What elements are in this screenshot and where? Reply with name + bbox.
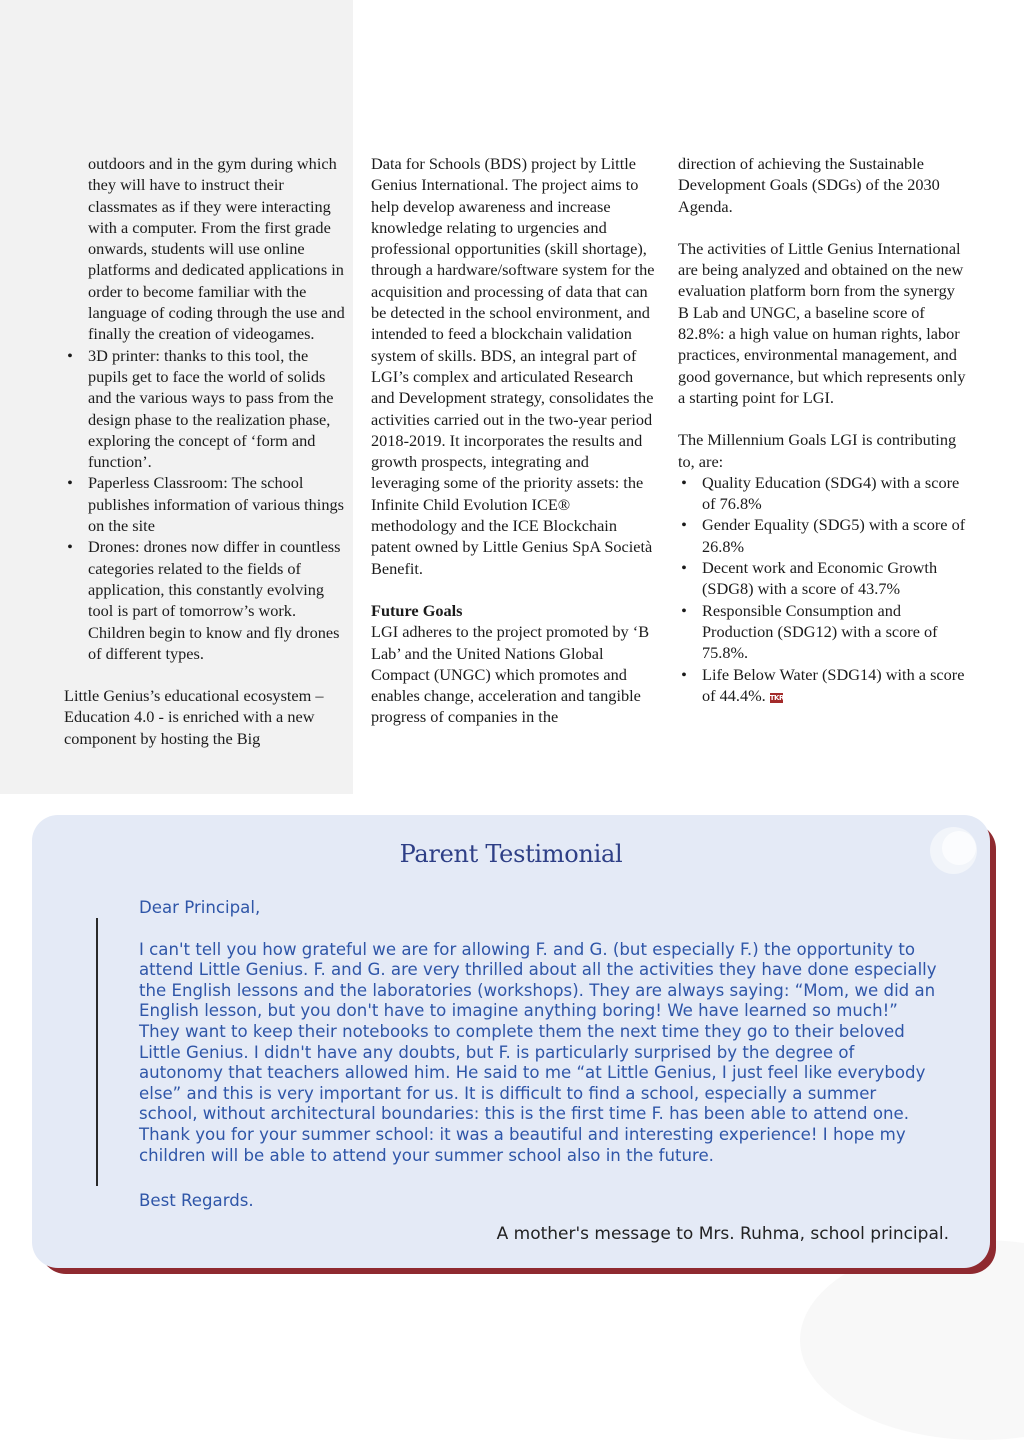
sdg-list <box>678 472 968 706</box>
list-item: • Quality Education (SDG4) with a score of 76.8% <box>678 472 968 515</box>
bullet-icon: • <box>681 515 687 535</box>
evaluation-paragraph: The activities of Little Genius International are being analyzed and obtained on the new evaluation platform born from the synergy B Lab and UNGC, a baseline score of 82.8%: a high value on human rights, labor practices, environmental management, and good governance, but which represents only a starting point for LGI. <box>678 238 966 407</box>
bullet-icon: • <box>67 537 73 557</box>
letter-salutation: Dear Principal, <box>139 898 261 917</box>
list-item: • Responsible Consumption and Production (SDG12) with a score of 75.8%. <box>678 600 968 664</box>
article-column-2 <box>371 153 657 728</box>
list-item: • Decent work and Economic Growth (SDG8) with a score of 43.7% <box>678 557 968 600</box>
millennium-goals-intro: The Millennium Goals LGI is contributing to, are: <box>678 430 957 471</box>
future-goals-paragraph: LGI adheres to the project promoted by ‘B Lab’ and the United Nations Global Compact (UNGC) which promotes and enables change, acceleration and tangible progress of companies in the <box>371 622 650 727</box>
future-goals-heading: Future Goals <box>371 600 463 620</box>
list-item: • 3D printer: thanks to this tool, the pupils get to face the world of solids and the various ways to pass from the design phase to the realization phase, exploring the concept of ‘form and function’. <box>64 345 346 473</box>
list-item: • Gender Equality (SDG5) with a score of 26.8% <box>678 514 968 557</box>
bullet-icon: • <box>67 345 73 365</box>
bds-paragraph: Data for Schools (BDS) project by Little Genius International. The project aims to help develop awareness and increase knowledge relating to urgencies and professional opportunities (skill shortage), through a hardware/software system for the acquisition and processing of data that can be detected in the school environment, and intended to feed a blockchain validation system of skills. BDS, an integral part of LGI’s complex and articulated Research and Development strategy, consolidates the activities carried out in the two-year period 2018-2019. It incorporates the results and growth prospects, integrating and leveraging some of the priority assets: the Infinite Child Evolution ICE® methodology and the ICE Blockchain patent owned by Little Genius SpA Società Benefit. <box>371 154 655 578</box>
letter-signoff: Best Regards. <box>139 1191 254 1211</box>
testimonial-letter <box>139 898 939 1212</box>
list-item: • Drones: drones now differ in countless categories related to the fields of application, this constantly evolving tool is part of tomorrow’s work. Children begin to know and fly drones of different types. <box>64 536 346 664</box>
article-column-1 <box>64 153 346 749</box>
ecosystem-paragraph: Little Genius’s educational ecosystem – Education 4.0 - is enriched with a new component by hosting the Big <box>64 686 324 748</box>
testimonial-caption: A mother's message to Mrs. Ruhma, school principal. <box>496 1224 949 1244</box>
quote-bar <box>96 918 98 1186</box>
list-item: • Life Below Water (SDG14) with a score of 44.4%. TKR <box>678 664 968 707</box>
letter-body: I can't tell you how grateful we are for allowing F. and G. (but especially F.) the opportunity to attend Little Genius. F. and G. are very thrilled about all the activities they have done especially the English lessons and the laboratories (workshops). They are always saying: “Mom, we did an English lesson, but you don't have to imagine anything boring! We have learned so much!” They want to keep their notebooks to complete them the next time they go to their beloved Little Genius. I didn't have any doubts, but F. is particularly surprised by the degree of autonomy that teachers allowed him. He said to me “at Little Genius, I just feel like everybody else” and this is very important for us. It is difficult to find a school, especially a summer school, without architectural boundaries: this is the first time F. has been able to attend one. Thank you for your summer school: it was a beautiful and interesting experience! I hope my children will be able to attend your summer school also in the future. <box>139 939 937 1165</box>
article-column-3 <box>678 153 968 706</box>
coding-paragraph: outdoors and in the gym during which they will have to instruct their classmates as if they were interacting with a computer. From the first grade onwards, students will use online platforms and dedicated applications in order to become familiar with the language of coding through the use and finally the creation of videogames. <box>88 154 345 344</box>
bullet-icon: • <box>67 473 73 493</box>
bullet-icon: • <box>681 472 687 492</box>
sdg-direction-paragraph: direction of achieving the Sustainable Development Goals (SDGs) of the 2030 Agenda. <box>678 154 940 216</box>
bullet-icon: • <box>681 600 687 620</box>
bullet-icon: • <box>681 558 687 578</box>
tools-list <box>64 345 346 664</box>
testimonial-title: Parent Testimonial <box>399 840 623 868</box>
list-item: • Paperless Classroom: The school publishes information of various things on the site <box>64 472 346 536</box>
end-of-article-logo-icon: TKR <box>769 693 784 702</box>
bullet-icon: • <box>681 664 687 684</box>
